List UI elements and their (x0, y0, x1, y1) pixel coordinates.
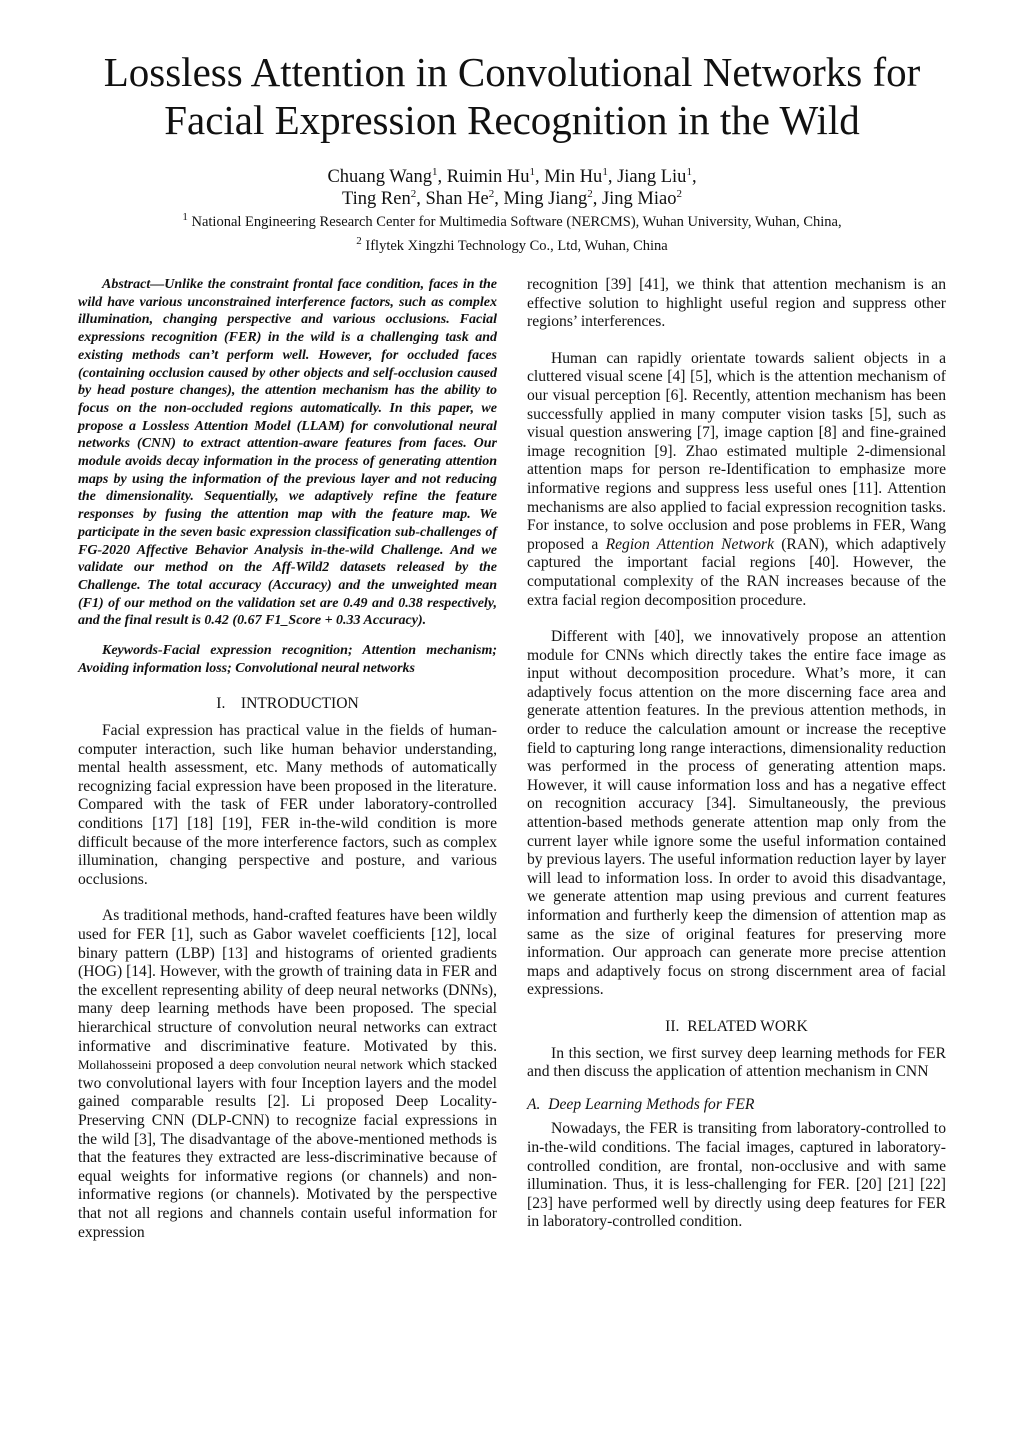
keywords: Keywords-Facial expression recognition; Attention mechanism; Avoiding information loss; Convolutional neural networks (78, 643, 497, 676)
author: Shan He$^2$, (425, 187, 504, 209)
paragraph: Facial expression has practical value in the fields of human-computer interaction, such like human behavior understanding, mental health assessment, etc. Many methods of automatically recognizing facial expression have been proposed in the literature. Compared with the task of FER under laboratory-controlled conditions [17] [18] [19], FER in-the-wild condition is more difficult because of the more interference factors, such as complex illumination, changing perspective and posture, and various occlusions. (78, 722, 497, 888)
author: Jiang Liu$^1$, (617, 165, 697, 187)
paragraph: In this section, we first survey deep learning methods for FER and then discuss the application of attention mechanism in CNN (527, 1044, 946, 1081)
author: Jing Miao$^2$ (601, 187, 682, 209)
section-heading-introduction: I. INTRODUCTION (216, 695, 359, 713)
paragraph: recognition [39] [41], we think that attention mechanism is an effective solution to highlight useful region and suppress other regions’ interferences. (527, 276, 946, 331)
paragraph: As traditional methods, hand-crafted features have been wildly used for FER [1], such as Gabor wavelet coefficients [12], local binary pattern (LBP) [13] and histograms of oriented gradients (HOG) [14]. However, with the growth of training data in FER and the excellent representing ability of deep neural networks (DNNs), many deep learning methods have been proposed. The special hierarchical structure of convolution neural networks can extract informative and discriminative feature. Motivated by this. Mollahosseini proposed a deep convolution neural network which stacked two convolutional layers with four Inception layers and the model gained comparable results [2]. Li proposed Deep Locality-Preserving CNN (DLP-CNN) to recognize facial expressions in the wild [3], The disadvantage of the above-mentioned methods is that the features they extracted are less-discriminative because of equal weights for informative regions (or channels) and non-informative regions (or channels). Motivated by the perspective that not all regions and channels contain useful information for expression (78, 907, 498, 1241)
author: Ting Ren$^2$, (342, 187, 426, 209)
subsection-heading: A. Deep Learning Methods for FER (527, 1095, 755, 1113)
author: Ruimin Hu$^1$, (446, 165, 545, 187)
title-line-1: Lossless Attention in Convolutional Networks for (103, 49, 921, 95)
section-heading-related-work: II. RELATED WORK (665, 1017, 808, 1035)
author-list (60, 166, 964, 210)
abstract: Abstract—Unlike the constraint frontal face condition, faces in the wild have various unconstrained interference factors, such as complex illumination, changing perspective and various occlusions. Facial expressions recognition (FER) in the wild is a challenging task and existing methods can’t perform well. However, for occluded faces (containing occlusion caused by other objects and self-occlusion caused by head posture changes), the attention mechanism has the ability to focus on the non-occluded regions automatically. In this paper, we propose a Lossless Attention Model (LLAM) for convolutional neural networks (CNN) to extract attention-aware features from faces. Our module avoids decay information in the process of generating attention maps by using the information of the previous layer and not reducing the dimensionality. Sequentially, we adaptively refine the feature responses by fusing the attention map with the feature map. We participate in the seven basic expression classification sub-challenges of FG-2020 Affective Behavior Analysis in-the-wild Challenge. And we validate our method on the Aff-Wild2 datasets released by the Challenge. The total accuracy (Accuracy) and the unweighted mean (F1) of our method on the validation set are 0.49 and 0.38 respectively, and the final result is 0.42 (0.67 F1_Score + 0.33 Accuracy). (78, 277, 497, 629)
title-line-2: Facial Expression Recognition in the Wild (164, 97, 860, 143)
author: Ming Jiang$^2$, (503, 187, 602, 209)
author: Chuang Wang$^1$, (327, 165, 447, 187)
author-row-2 (60, 188, 964, 210)
left-column (78, 276, 497, 1242)
right-column (527, 276, 946, 1232)
paper-title (40, 48, 984, 144)
author-row-1 (60, 166, 964, 188)
paragraph: Different with [40], we innovatively propose an attention module for CNNs which directly takes the entire face image as input without decomposition procedure. What’s more, it can adaptively focus attention on the more discerning face area and generate attention features. In the previous attention methods, in order to reduce the calculation amount or increase the receptive field to capturing long range interactions, dimensionality reduction was performed in the process of generating attention maps. However, it will cause information loss and has a negative effect on recognition accuracy [34]. Simultaneously, the previous attention-based methods generate attention map only from the current layer while ignore some the useful information contained by previous layers. The useful information reduction layer by layer will lead to information loss. In order to avoid this disadvantage, we generate attention map using previous and current features information and furtherly keep the dimension of attention map as same as the size of original features for preserving more information. Our approach can generate more precise attention maps and adaptively focus on strong discernment area of facial expressions. (527, 628, 946, 999)
affiliation-1: $^1$ National Engineering Research Center for Multimedia Software (NERCMS), Wuhan University, Wuhan, China, (182, 211, 842, 230)
paragraph: Human can rapidly orientate towards salient objects in a cluttered visual scene [4] [5], which is the attention mechanism of our visual perception [6]. Recently, attention mechanism has been successfully applied in many computer vision tasks [5], such as visual question answering [7], image caption [8] and fine-grained image recognition [9]. Zhao estimated multiple 2-dimensional attention maps for person re-Identification to emphasize more informative regions and suppress less useful ones [11]. Attention mechanisms are also applied to facial expression recognition tasks. For instance, to solve occlusion and pose problems in FER, Wang proposed a Region Attention Network (RAN), which adaptively captured the important facial regions [40]. However, the computational complexity of the RAN increases because of the extra facial region decomposition procedure. (527, 349, 946, 609)
paragraph: Nowadays, the FER is transiting from laboratory-controlled to in-the-wild conditions. The facial images, captured in laboratory-controlled condition, are frontal, non-occlusive and with same illumination. Thus, it is less-challenging for FER. [20] [21] [22] [23] have performed well by directly using deep features for FER in laboratory-controlled condition. (527, 1120, 946, 1231)
author: Min Hu$^1$, (544, 165, 618, 187)
affiliation-2: $^2$ Iflytek Xingzhi Technology Co., Ltd, Wuhan, China (356, 235, 668, 254)
